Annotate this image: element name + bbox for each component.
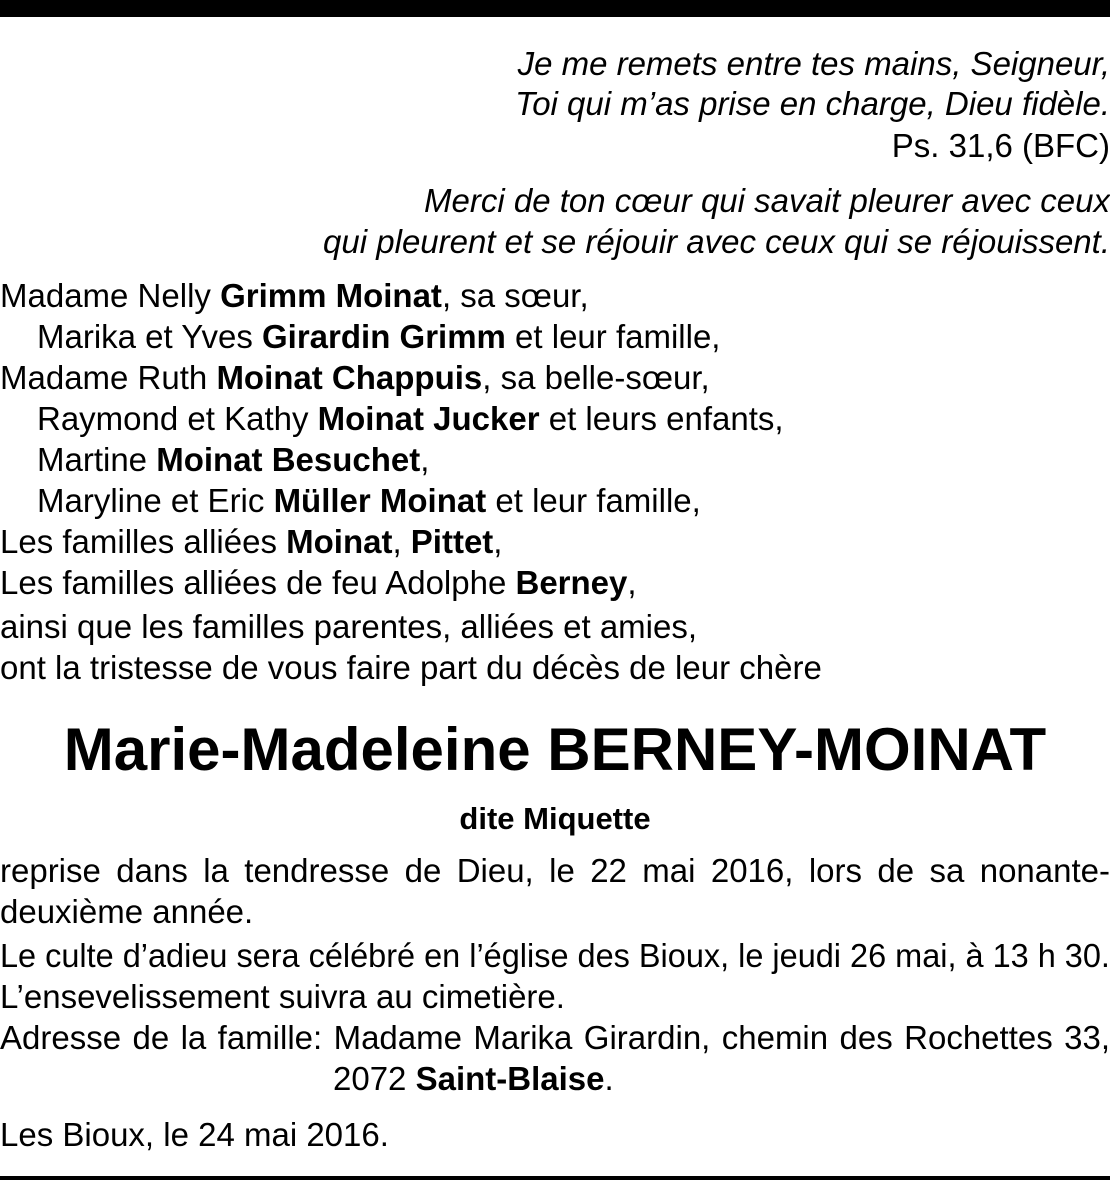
- burial-notice: L’ensevelissement suivra au cimetière.: [0, 978, 565, 1015]
- mourner-line: Marika et Yves Girardin Grimm et leur famille,: [37, 318, 721, 355]
- family-address-line-1: Adresse de la famille: Madame Marika Girardin, chemin des Rochettes 33,: [0, 1019, 1110, 1056]
- announcement-line: ont la tristesse de vous faire part du décès de leur chère: [0, 649, 822, 686]
- tribute-line-2: qui pleurent et se réjouir avec ceux qui se réjouissent.: [323, 223, 1110, 260]
- deceased-name: Marie-Madeleine BERNEY-MOINAT: [63, 716, 1047, 783]
- mourner-line: Martine Moinat Besuchet,: [37, 441, 430, 478]
- mourner-line: Maryline et Eric Müller Moinat et leur famille,: [37, 482, 701, 519]
- tribute-line-1: Merci de ton cœur qui savait pleurer avec ceux: [424, 182, 1110, 219]
- service-notice: Le culte d’adieu sera célébré en l’église des Bioux, le jeudi 26 mai, à 13 h 30.: [0, 937, 1110, 974]
- family-address-line-2: 2072 Saint-Blaise.: [333, 1060, 614, 1097]
- mourner-line: ainsi que les familles parentes, alliées et amies,: [0, 608, 698, 645]
- mourner-line: Madame Nelly Grimm Moinat, sa sœur,: [0, 277, 589, 314]
- epigraph-line-2: Toi qui m’as prise en charge, Dieu fidèle.: [515, 85, 1110, 122]
- dateline: Les Bioux, le 24 mai 2016.: [0, 1116, 389, 1153]
- epigraph-line-1: Je me remets entre tes mains, Seigneur,: [517, 45, 1110, 82]
- mourner-line: Madame Ruth Moinat Chappuis, sa belle-sœur,: [0, 359, 710, 396]
- mourner-line: Les familles alliées Moinat, Pittet,: [0, 523, 503, 560]
- bottom-rule: [0, 1176, 1110, 1180]
- death-notice-line-1: reprise dans la tendresse de Dieu, le 22 mai 2016, lors de sa nonante-: [0, 852, 1110, 889]
- top-rule: [0, 0, 1110, 17]
- mourner-line: Raymond et Kathy Moinat Jucker et leurs enfants,: [37, 400, 784, 437]
- mourner-line: Les familles alliées de feu Adolphe Berney,: [0, 564, 637, 601]
- death-notice-line-2: deuxième année.: [0, 893, 254, 930]
- deceased-nickname: dite Miquette: [459, 801, 651, 836]
- epigraph-reference: Ps. 31,6 (BFC): [891, 127, 1110, 164]
